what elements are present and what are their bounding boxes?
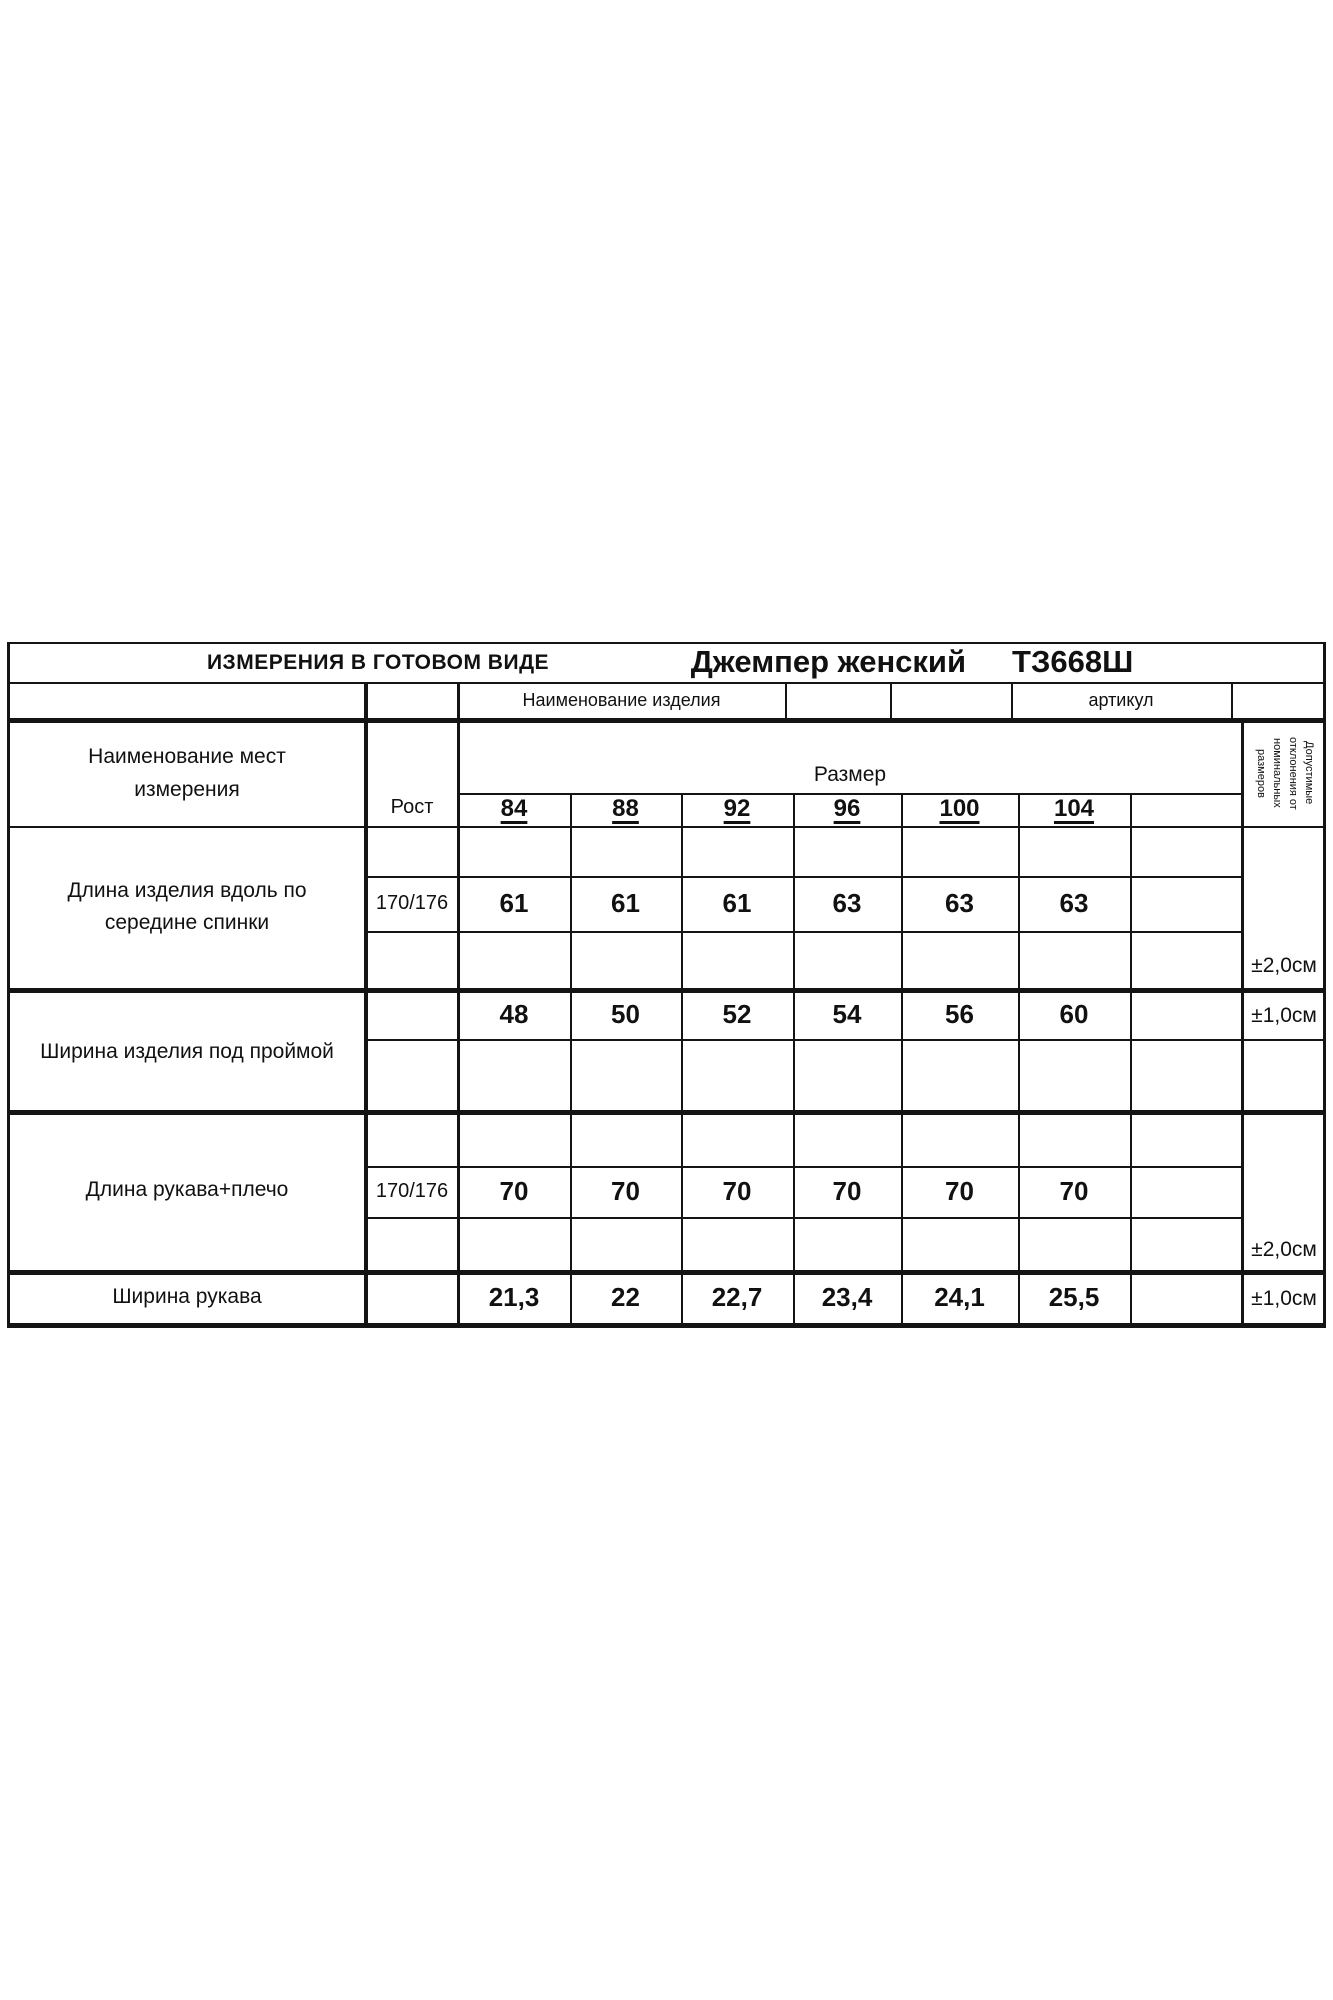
height-value: 170/176: [375, 892, 449, 914]
value-cell: 22: [611, 1282, 640, 1312]
grid-line: [570, 793, 572, 1328]
value-cell: 70: [1059, 1176, 1089, 1206]
grid-line-thick: [7, 1323, 1326, 1328]
tolerance-cell: ±2,0см: [1251, 1238, 1317, 1261]
header-places-line1: Наименование мест: [88, 745, 286, 768]
value-cell: 22,7: [711, 1282, 763, 1312]
header-places-line2: измерения: [134, 778, 240, 801]
value-cell: 24,1: [934, 1282, 985, 1312]
value-cell: 61: [611, 888, 640, 918]
value-cell: 70: [945, 1176, 974, 1206]
grid-line: [1130, 793, 1132, 1328]
row-label-chest-width: Ширина изделия под проймой: [40, 1039, 334, 1063]
grid-line: [1018, 793, 1020, 1328]
size-column-84: 84: [500, 795, 528, 822]
value-cell: 25,5: [1048, 1282, 1100, 1312]
header-height-label: Рост: [390, 796, 434, 818]
grid-line: [366, 1039, 1326, 1041]
grid-line: [901, 793, 903, 1328]
grid-line: [785, 682, 787, 720]
size-column-92: 92: [723, 795, 751, 822]
value-cell: 56: [945, 999, 974, 1029]
size-column-100: 100: [939, 795, 980, 822]
row-label-back-length: [9, 826, 365, 988]
value-cell: 48: [499, 999, 529, 1029]
value-cell: 63: [832, 888, 862, 918]
value-cell: 60: [1059, 999, 1089, 1029]
tolerance-cell: ±1,0см: [1251, 1286, 1317, 1310]
value-cell: 63: [1059, 888, 1089, 918]
value-cell: 61: [499, 888, 529, 918]
tolerance-cell: ±2,0см: [1251, 954, 1317, 977]
value-cell: 70: [611, 1176, 640, 1206]
value-cell: 23,4: [821, 1282, 873, 1312]
value-cell: 70: [499, 1176, 529, 1206]
row-label-line2: середине спинки: [104, 911, 270, 934]
grid-line: [890, 682, 892, 720]
tolerance-note-rotated: Допустимые отклонения от номинальных размеров: [1255, 736, 1315, 810]
row-label-sleeve-width: Ширина рукава: [112, 1284, 262, 1308]
tolerance-cell: ±1,0см: [1251, 1004, 1317, 1027]
value-cell: 21,3: [488, 1282, 540, 1312]
grid-line: [366, 931, 1242, 933]
row-label-sleeve-shoulder-length: Длина рукава+плечо: [85, 1178, 289, 1201]
value-cell: 63: [945, 888, 974, 918]
article-code: ТЗ668Ш: [1012, 644, 1134, 679]
header-measurement-places: [9, 720, 365, 826]
size-column-104: 104: [1053, 795, 1095, 822]
grid-line: [366, 1217, 1242, 1219]
page-title-product: [567, 642, 1257, 682]
grid-line: [793, 793, 795, 1328]
value-cell: 61: [722, 888, 752, 918]
grid-line: [1231, 682, 1233, 720]
column-header-product-name: Наименование изделия: [522, 690, 721, 710]
value-cell: 70: [722, 1176, 752, 1206]
page-title-measurements: ИЗМЕРЕНИЯ В ГОТОВОМ ВИДЕ: [206, 651, 550, 674]
product-name: Джемпер женский: [690, 644, 967, 679]
grid-line: [681, 793, 683, 1328]
row-label-line1: Длина изделия вдоль по: [67, 879, 307, 902]
column-header-article: артикул: [1088, 690, 1154, 710]
value-cell: 52: [722, 999, 752, 1029]
measurement-table: [7, 642, 1326, 1328]
size-column-96: 96: [833, 795, 861, 822]
header-size-label: Размер: [813, 763, 887, 786]
size-column-88: 88: [612, 795, 639, 822]
value-cell: 54: [832, 999, 862, 1029]
value-cell: 70: [832, 1176, 862, 1206]
height-value: 170/176: [375, 1180, 449, 1202]
value-cell: 50: [611, 999, 640, 1029]
